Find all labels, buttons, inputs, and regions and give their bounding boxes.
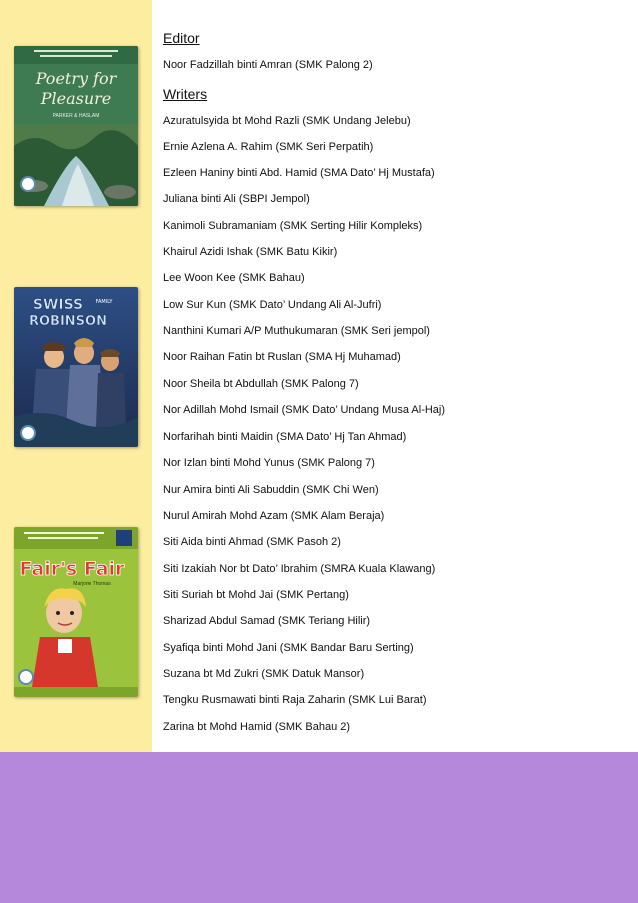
- writer-entry: Juliana binti Ali (SBPI Jempol): [163, 193, 310, 205]
- book3-title: Fair's Fair: [19, 558, 125, 580]
- writer-entry: Siti Suriah bt Mohd Jai (SMK Pertang): [163, 589, 349, 601]
- writer-entry: Khairul Azidi Ishak (SMK Batu Kikir): [163, 246, 338, 258]
- book2-small: FAMILY: [95, 299, 113, 305]
- writer-entry: Siti Izakiah Nor bt Dato’ Ibrahim (SMRA Kuala Klawang): [163, 563, 436, 575]
- writer-entry: Lee Woon Kee (SMK Bahau): [163, 272, 305, 284]
- writer-entry: Kanimoli Subramaniam (SMK Serting Hilir Kompleks): [163, 220, 423, 232]
- writer-entry: Suzana bt Md Zukri (SMK Datuk Mansor): [163, 668, 365, 680]
- book-cover-swiss-family-robinson: [14, 287, 138, 447]
- writer-entry: Nor Adillah Mohd Ismail (SMK Dato’ Undang Musa Al-Haj): [163, 404, 446, 416]
- writer-entry: Low Sur Kun (SMK Dato’ Undang Ali Al-Jufri): [163, 299, 382, 311]
- book-cover-poetry-for-pleasure: [14, 46, 138, 206]
- writer-entry: Noor Raihan Fatin bt Ruslan (SMA Hj Muhamad): [163, 351, 401, 363]
- writer-entry: Ezleen Haniny binti Abd. Hamid (SMA Dato’ Hj Mustafa): [163, 167, 435, 179]
- writer-entry: Syafiqa binti Mohd Jani (SMK Bandar Baru Serting): [163, 642, 414, 654]
- writer-entry: Zarina bt Mohd Hamid (SMK Bahau 2): [163, 721, 351, 733]
- book2-title-line2: ROBINSON: [29, 314, 107, 329]
- writer-entry: Nur Amira binti Ali Sabuddin (SMK Chi Wen): [163, 484, 379, 496]
- writer-entry: Siti Aida binti Ahmad (SMK Pasoh 2): [163, 536, 341, 548]
- writers-heading: Writers: [163, 86, 208, 102]
- book3-author: Marjorie Thomas: [73, 581, 111, 587]
- footer-band: [0, 752, 638, 903]
- book1-title-line1: Poetry for: [35, 69, 117, 88]
- book1-authors: PARKER & HASLAM: [52, 113, 100, 119]
- book-cover-fairs-fair: [14, 527, 138, 697]
- writer-entry: Noor Sheila bt Abdullah (SMK Palong 7): [163, 378, 359, 390]
- editor-heading: Editor: [163, 30, 200, 46]
- editor-name: Noor Fadzillah binti Amran (SMK Palong 2): [163, 59, 373, 71]
- writer-entry: Nor Izlan binti Mohd Yunus (SMK Palong 7): [163, 457, 375, 469]
- book1-title-line2: Pleasure: [40, 89, 112, 108]
- main-content-area: [152, 0, 638, 752]
- writer-entry: Nurul Amirah Mohd Azam (SMK Alam Beraja): [163, 510, 385, 522]
- writer-entry: Nanthini Kumari A/P Muthukumaran (SMK Seri jempol): [163, 325, 430, 337]
- writer-entry: Ernie Azlena A. Rahim (SMK Seri Perpatih): [163, 141, 374, 153]
- book2-title-line1: SWISS: [32, 297, 84, 313]
- writer-entry: Norfarihah binti Maidin (SMA Dato’ Hj Tan Ahmad): [163, 431, 407, 443]
- writer-entry: Azuratulsyida bt Mohd Razli (SMK Undang Jelebu): [163, 115, 411, 127]
- writer-entry: Sharizad Abdul Samad (SMK Teriang Hilir): [163, 615, 371, 627]
- writer-entry: Tengku Rusmawati binti Raja Zaharin (SMK Lui Barat): [163, 694, 427, 706]
